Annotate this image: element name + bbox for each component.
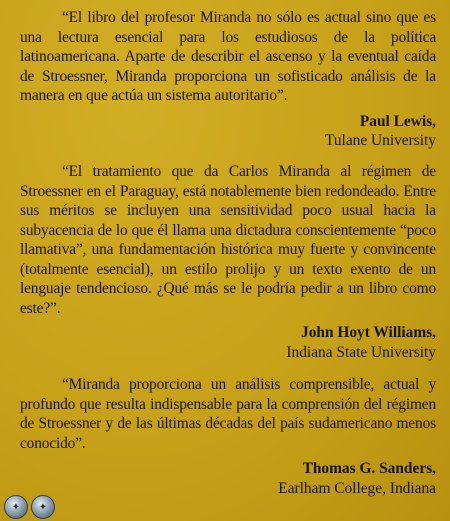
corner-badges bbox=[4, 495, 55, 519]
review-blurb-lewis bbox=[20, 8, 436, 151]
reviewer-affiliation: Indiana State University bbox=[286, 343, 436, 361]
badge-icon: ✦ bbox=[31, 495, 55, 519]
review-attribution bbox=[20, 112, 436, 151]
review-quote: “El tratamiento que da Carlos Miranda al régimen de Stroessner en el Paraguay, está notablemente bien redondeado. Entre sus méritos se incluyen una sensitividad poco usual hacia la subyacencia de lo que él llama una dictadura conscientemente “poco llamativa”, una fundamentación histórica muy fuerte y convincente (totalmente esencial), un estilo prolijo y un texto exento de un lenguaje tendencioso. ¿Qué más se le podría pedir a un libro como este?”. bbox=[20, 163, 436, 317]
reviewer-affiliation: Tulane University bbox=[324, 132, 436, 149]
review-attribution bbox=[20, 459, 436, 498]
review-quote: “El libro del profesor Miranda no sólo es actual sino que es una lectura esencial para los estudiosos de la política latinoamericana. Aparte de describir el ascenso y la eventual caída de Stroessner, Miranda proporciona un sofisticado análisis de la manera en que actúa un sistema autoritario”. bbox=[20, 9, 436, 104]
reviewer-name: John Hoyt Williams, bbox=[301, 324, 436, 341]
review-attribution bbox=[20, 323, 436, 362]
review-quote: “Miranda proporciona un análisis comprensible, actual y profundo que resulta indispensable para la comprensión del régimen de Stroessner y de las últimas décadas del país sudamericano menos conocido”. bbox=[20, 376, 436, 452]
reviewer-name: Thomas G. Sanders, bbox=[302, 460, 436, 477]
reviewer-affiliation: Earlham College, Indiana bbox=[278, 479, 436, 497]
review-blurb-sanders bbox=[20, 375, 436, 498]
badge-icon: ✦ bbox=[4, 495, 28, 519]
reviewer-name: Paul Lewis, bbox=[359, 112, 436, 130]
review-blurb-williams bbox=[20, 162, 436, 362]
